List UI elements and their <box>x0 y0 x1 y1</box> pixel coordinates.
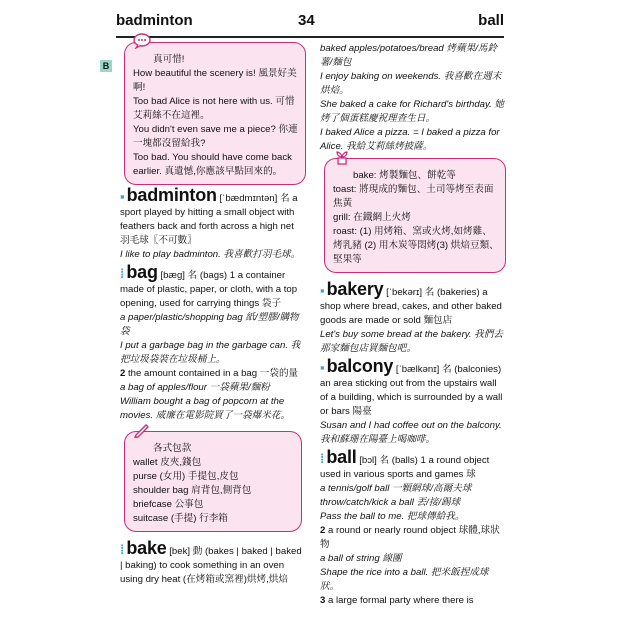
example: a ball of string 線團 <box>320 553 402 564</box>
header-rule <box>116 36 504 38</box>
box-item: suitcase (手提) 行李箱 <box>133 513 228 524</box>
page-header <box>116 12 504 38</box>
entry-bag <box>120 262 306 311</box>
definition: [ˈbædmɪntən] 名 a sport played by hitting a small object with feathers back and forth across a high net 羽毛球〖不可數〗 <box>120 193 298 246</box>
entry-bake <box>120 538 306 587</box>
dialogue-box <box>124 42 306 185</box>
example: a bag of apples/flour 一袋蘋果/麵粉 <box>120 382 270 393</box>
box-item: roast: (1) 用烤箱、窯或火烤,如烤雞、烤乳豬 (2) 用木炭等悶烤(3) 烘焙豆類、堅果等 <box>333 226 499 265</box>
entry-bakery <box>320 279 506 328</box>
bag-types-box <box>124 431 302 532</box>
dialogue-line: How beautiful the scenery is! 風景好美啊! <box>133 68 297 93</box>
bullet-icon: ▪ <box>320 283 325 298</box>
example: William bought a bag of popcorn at the movies. 威廉在電影院買了一袋爆米花。 <box>120 396 291 421</box>
dialogue-line: Too bad Alice is not here with us. 可惜艾莉絲不在這裡。 <box>133 96 295 121</box>
entry-balcony <box>320 356 506 419</box>
right-column <box>320 42 506 608</box>
example: I put a garbage bag in the garbage can. 我把垃圾袋裝在垃圾桶上。 <box>120 340 301 365</box>
definition: [bek] 動 (bakes | baked | baked | baking) to cook something in an oven using dry heat (在烤箱或窯裡)烘烤,烘焙 <box>120 546 302 585</box>
box-item: grill: 在鐵網上火烤 <box>333 212 411 223</box>
bullet-icon: ⁞ <box>120 266 125 281</box>
example: I enjoy baking on weekends. 我喜歡在週末烘焙。 <box>320 71 502 96</box>
bullet-icon: ⁞ <box>320 451 325 466</box>
dialogue-line: You didn't even save me a piece? 你連一塊都沒留給我? <box>133 124 298 149</box>
example: a paper/plastic/shopping bag 紙/塑膠/購物袋 <box>120 312 299 337</box>
bullet-icon: ▪ <box>120 189 125 204</box>
example: Shape the rice into a ball. 把米飯捏成球狀。 <box>320 567 489 592</box>
example: I baked Alice a pizza. = I baked a pizza for Alice. 我給艾莉絲烤披薩。 <box>320 127 500 152</box>
headword: balcony <box>326 356 394 376</box>
pencil-icon <box>133 422 151 438</box>
box-item: wallet 皮夾,錢包 <box>133 457 202 468</box>
dialogue-line: Too bad. You should have come back earlier. 真遺憾,你應該早點回來的。 <box>133 152 292 177</box>
letter-tab: B <box>100 60 112 72</box>
example: I like to play badminton. 我喜歡打羽毛球。 <box>120 249 301 260</box>
example: Susan and I had coffee out on the balcony. 我和蘇珊在陽臺上喝咖啡。 <box>320 420 502 445</box>
box-item: shoulder bag 肩背包,側背包 <box>133 485 252 496</box>
bullet-icon: ▪ <box>320 360 325 375</box>
example: throw/catch/kick a ball 丟/接/踢球 <box>320 497 461 508</box>
example: Let's buy some bread at the bakery. 我們去那家麵包店買麵包吧。 <box>320 329 503 354</box>
definition: [ˈbekərɪ] 名 (bakeries) a shop where bread, cakes, and other baked goods are made or sold 麵包店 <box>320 287 502 326</box>
dialogue-title: 真可惜! <box>153 54 185 65</box>
example: Pass the ball to me. 把球傳給我。 <box>320 511 465 522</box>
cooking-words-box <box>324 158 506 273</box>
box-item: purse (女用) 手提包,皮包 <box>133 471 239 482</box>
headword: ball <box>326 447 357 467</box>
example: baked apples/potatoes/bread 烤蘋果/馬鈴薯/麵包 <box>320 43 498 68</box>
headword: bake <box>126 538 167 558</box>
headword: badminton <box>126 185 217 205</box>
box-title: 各式包款 <box>153 443 192 454</box>
headword: bakery <box>326 279 384 299</box>
entry-badminton <box>120 185 306 248</box>
headword: bag <box>126 262 158 282</box>
left-column <box>120 42 306 587</box>
bullet-icon: ⁞ <box>120 542 125 557</box>
box-item: briefcase 公事包 <box>133 499 204 510</box>
box-item: toast: 將現成的麵包、土司等烤至表面焦黃 <box>333 184 494 209</box>
page-number: 34 <box>298 12 315 29</box>
header-guideword-left: badminton <box>116 12 193 29</box>
example: She baked a cake for Richard's birthday. 她烤了個蛋糕慶祝理查生日。 <box>320 99 505 124</box>
entry-ball <box>320 447 506 482</box>
definition: [ˈbælkənɪ] 名 (balconies) an area sticking out from the upstairs wall of a building, which is surrounded by a wall or bars 陽臺 <box>320 364 503 417</box>
header-guideword-right: ball <box>478 12 504 29</box>
definition: [bæg] 名 (bags) 1 a container made of plastic, paper, or cloth, with a top opening, used for carrying things 袋子 <box>120 270 298 309</box>
sense-2: 2 a round or nearly round object 球體,球狀物 <box>320 525 500 550</box>
sense-2: 2 the amount contained in a bag 一袋的量 <box>120 368 299 379</box>
plant-icon <box>333 149 351 165</box>
box-item: bake: 烤製麵包、餅乾等 <box>353 170 456 181</box>
definition: [bɔl] 名 (balls) 1 a round object used in various sports and games 球 <box>320 455 490 480</box>
sense-3: 3 a large formal party where there is <box>320 595 474 606</box>
speech-bubble-icon <box>133 33 151 49</box>
example: a tennis/golf ball 一顆網球/高爾夫球 <box>320 483 472 494</box>
